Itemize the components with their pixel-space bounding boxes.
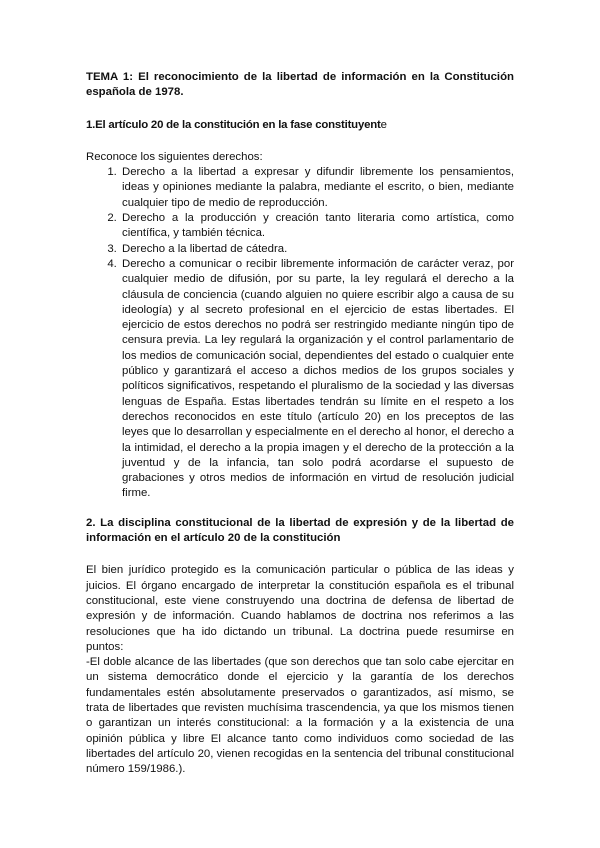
section-2-heading: 2. La disciplina constitucional de la libertad de expresión y de la libertad de información en el artículo 20 de la constitución [86,516,514,545]
document-title: TEMA 1: El reconocimiento de la libertad de información en la Constitución española de 1978. [86,71,514,99]
rights-list-item-3: 3. Derecho a la libertad de cátedra. [120,242,514,257]
section-2-paragraph-1: El bien jurídico protegido es la comunicación particular o pública de las ideas y juicios. El órgano encargado de interpretar la constitución española es el tribunal constitucional, este viene construyendo una doctrina de defensa de libertad de expresión y de información. Cuando hablamos de doctrina nos referimos a las resoluciones que ha ido dictando un tribunal. La doctrina puede resumirse en puntos: [86,564,514,653]
section-2-paragraph-2: -El doble alcance de las libertades (que son derechos que tan solo cabe ejercitar en un sistema democrático donde el ejercicio y la garantía de los derechos fundamentales estén absolutamente preservados o garantizados, así mismo, se trata de libertades que revisten muchísima trascendencia, ya que los mismos tienen o garantizan un interés constitucional: a la formación y a la existencia de una opinión pública y libre El alcance tanto como individuos como sociedad de las libertades del artículo 20, vienen recogidas en la sentencia del tribunal constitucional número 159/1986.). [86,656,514,776]
section-1-heading [86,118,514,133]
section-1-heading-text: 1.El artículo 20 de la constitución en la fase constituyent [86,118,381,131]
rights-intro: Reconoce los siguientes derechos: [86,150,263,163]
section-1-heading-tail: e [380,118,387,131]
rights-list [86,165,514,502]
rights-list-item-2: 2. Derecho a la producción y creación tanto literaria como artística, como científica, y también técnica. [120,211,514,242]
rights-list-item-1: 1. Derecho a la libertad a expresar y difundir libremente los pensamientos, ideas y opiniones mediante la palabra, mediante el escrito, o bien, mediante cualquier tipo de medio de reproducción. [120,165,514,211]
rights-list-item-4: 4. Derecho a comunicar o recibir libremente información de carácter veraz, por cualquier medio de difusión, por su parte, la ley regulará el derecho a la cláusula de conciencia (cuando alguien no quiere escribir algo a causa de su ideología) y al secreto profesional en el ejercicio de estas libertades. El ejercicio de estos derechos no podrá ser restringido mediante ningún tipo de censura previa. La ley regulará la organización y el control parlamentario de los medios de comunicación social, dependientes del estado o cualquier ente público y garantizará el acceso a dichos medios de los grupos sociales y políticos significativos, respetando el pluralismo de la sociedad y las diversas lenguas de España. Estas libertades tendrán su límite en el respeto a los derechos reconocidos en este título (artículo 20) en los preceptos de las leyes que lo desarrollan y especialmente en el derecho al honor, el derecho a la intimidad, el derecho a la propia imagen y el derecho de la protección a la juventud y de la infancia, tan solo podrá acordarse el supuesto de grabaciones y otros medios de información en virtud de resolución judicial firme. [120,257,514,502]
document-page [86,70,514,777]
